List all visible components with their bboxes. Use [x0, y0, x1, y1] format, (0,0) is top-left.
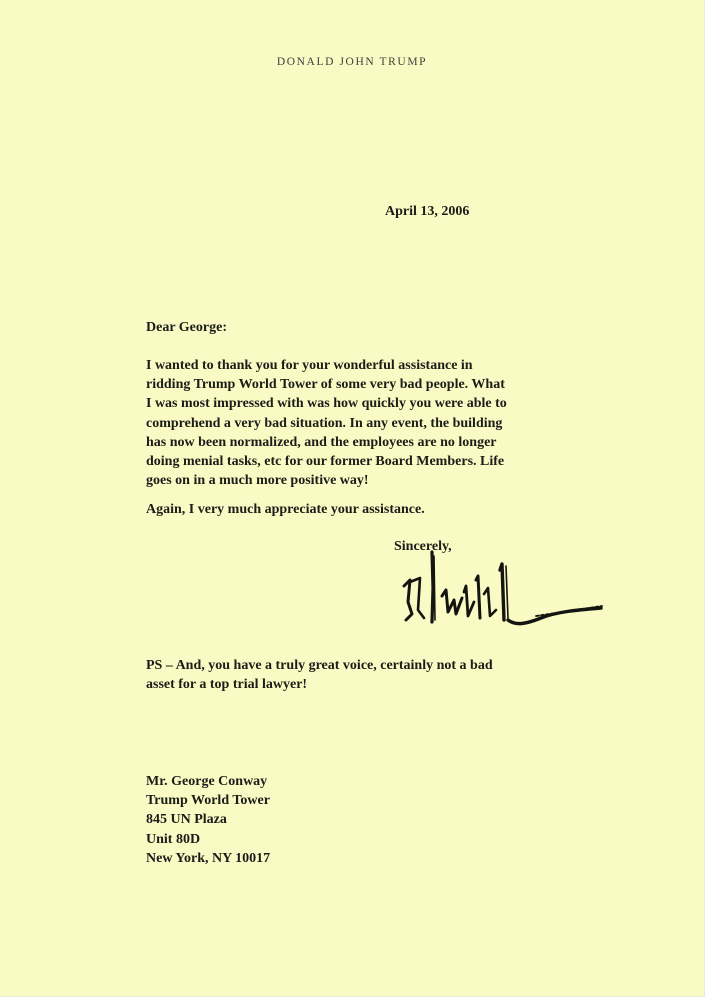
- address-line: Trump World Tower: [146, 793, 270, 809]
- address-line: Mr. George Conway: [146, 774, 268, 789]
- closing: Sincerely,: [394, 539, 452, 554]
- address-line: 845 UN Plaza: [146, 812, 227, 828]
- body-line: ridding Trump World Tower of some very bad people. What: [146, 377, 505, 393]
- address-line: New York, NY 10017: [146, 850, 271, 866]
- postscript-line: PS – And, you have a truly great voice, certainly not a bad: [146, 658, 493, 673]
- letterhead: DONALD JOHN TRUMP: [276, 56, 428, 68]
- postscript: [146, 656, 616, 694]
- body-paragraph-2: Again, I very much appreciate your assistance.: [146, 502, 425, 517]
- body-line: has now been normalized, and the employees are no longer: [146, 434, 497, 450]
- recipient-address: [146, 772, 616, 868]
- body-line: I was most impressed with was how quickly you were able to: [146, 396, 507, 412]
- body-line: doing menial tasks, etc for our former Board Members. Life: [146, 454, 505, 470]
- body-line: comprehend a very bad situation. In any event, the building: [146, 415, 503, 431]
- body-line: I wanted to thank you for your wonderful assistance in: [146, 358, 473, 373]
- signature: [396, 540, 608, 630]
- body-line: goes on in a much more positive way!: [146, 473, 369, 489]
- postscript-line: asset for a top trial lawyer!: [146, 677, 308, 693]
- address-line: Unit 80D: [146, 831, 201, 847]
- body-paragraph-1: [146, 356, 616, 490]
- salutation: Dear George:: [146, 320, 227, 335]
- letter-date: April 13, 2006: [385, 204, 470, 219]
